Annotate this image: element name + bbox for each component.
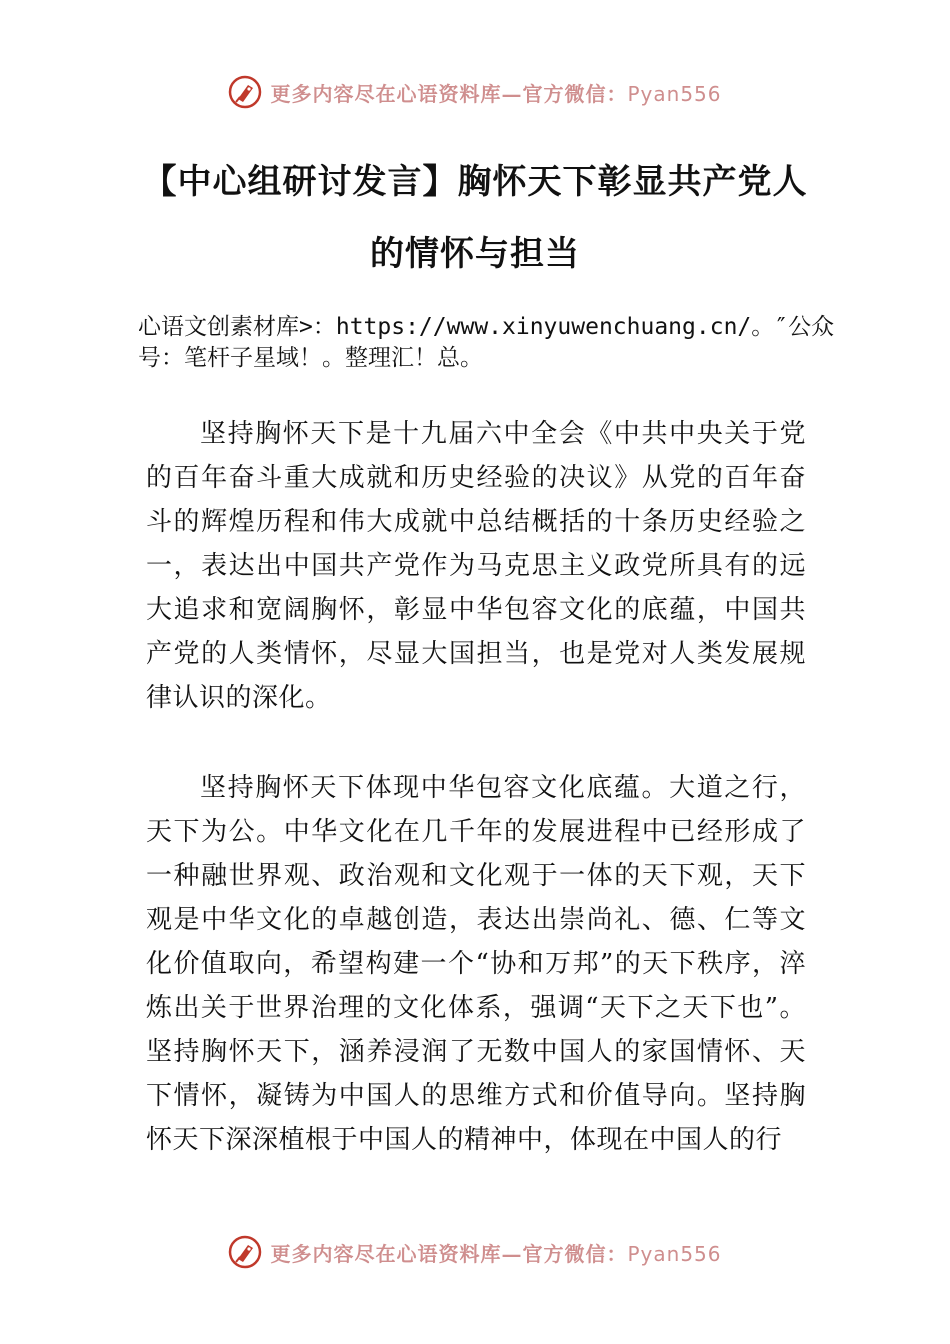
wechat-id: Pyan556: [627, 1241, 722, 1266]
header-banner: [0, 72, 950, 112]
page-title-line-1: 【中心组研讨发言】胸怀天下彰显共产党人: [142, 162, 808, 202]
wechat-id: Pyan556: [627, 81, 722, 106]
pen-nib-logo-icon: [228, 75, 262, 109]
paragraph: 坚持胸怀天下是十九届六中全会《中共中央关于党的百年奋斗重大成就和历史经验的决议》从党的百年奋斗的辉煌历程和伟大成就中总结概括的十条历史经验之一，表达出中国共产党作为马克思主义政党所具有的远大追求和宽阔胸怀，彰显中华包容文化的底蕴，中国共产党的人类情怀，尽显大国担当，也是党对人类发展规律认识的深化。: [146, 419, 806, 713]
banner-text: 更多内容尽在心语资料库—官方微信：Pyan556: [270, 1241, 722, 1266]
source-line: 心语文创素材库>：https://www.xinyuwenchuang.cn/。″公众号：笔杆子星域！。整理汇！总。: [138, 314, 835, 371]
page-title-line-2: 的情怀与担当: [370, 234, 580, 274]
footer-banner: [0, 1232, 950, 1272]
pen-nib-logo-icon: [228, 1235, 262, 1269]
banner-text: 更多内容尽在心语资料库—官方微信：Pyan556: [270, 81, 722, 106]
paragraph: 坚持胸怀天下体现中华包容文化底蕴。大道之行，天下为公。中华文化在几千年的发展进程中已经形成了一种融世界观、政治观和文化观于一体的天下观，天下观是中华文化的卓越创造，表达出崇尚礼、德、仁等文化价值取向，希望构建一个“协和万邦”的天下秩序，淬炼出关于世界治理的文化体系，强调“天下之天下也”。坚持胸怀天下，涵养浸润了无数中国人的家国情怀、天下情怀，凝铸为中国人的思维方式和价值导向。坚持胸怀天下深深植根于中国人的精神中，体现在中国人的行: [146, 773, 806, 1155]
